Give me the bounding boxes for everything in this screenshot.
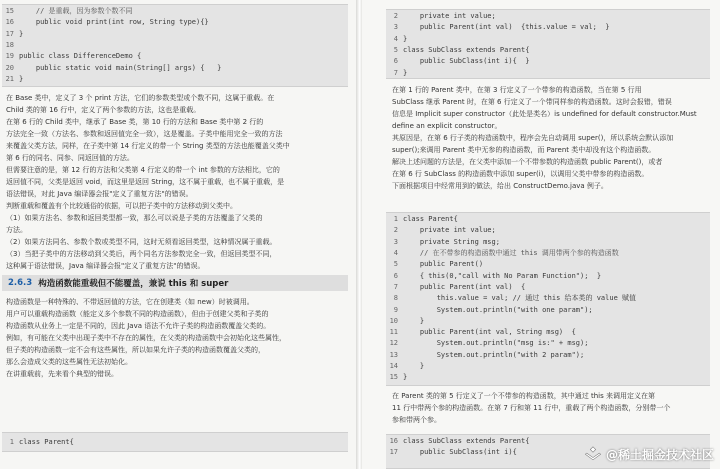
code-line: [2, 62, 348, 73]
code-text: public void print(int row, String type){}: [19, 18, 209, 27]
text-line: 返回值不同，父类是返回 void，而这里是返回 String，这不属于重载，也不属于重载，是: [6, 178, 285, 186]
code-line: [386, 304, 710, 315]
code-block-left-top: [2, 4, 348, 87]
line-number: 9: [393, 305, 398, 314]
text-line: 第 6 行的同名、同参、同返回值的方法。: [6, 154, 134, 162]
line-number: 2: [393, 226, 398, 235]
line-number: 3: [393, 23, 398, 32]
code-text: class SubClass extends Parent{: [403, 46, 530, 55]
code-line: [2, 6, 348, 17]
text-line: 用户可以重载构造函数（能定义多个参数不同的构造函数），但由于创建父类和子类的: [6, 310, 269, 318]
code-line: [386, 270, 710, 281]
line-number: 16: [5, 18, 14, 27]
code-text: private String msg;: [403, 237, 500, 246]
text-line: 在第 1 行的 Parent 类中，在第 3 行定义了一个带参的构造函数，当在第 5 行用: [392, 86, 642, 94]
left-page: [0, 0, 356, 469]
code-line: [386, 248, 710, 259]
text-line: 11 行中带两个参的构造函数。在第 7 行和第 11 行中，重载了两个构造函数，分别带一个: [392, 404, 671, 412]
line-number: 4: [393, 249, 398, 258]
text-line: 在 Parent 类的第 5 行定义了一个不带参的构造函数，其中通过 this 来调用定义在第: [392, 392, 655, 400]
line-number: 21: [5, 74, 14, 83]
text-line: （3）当把子类中的方法移动到父类后，两个同名方法参数完全一致，但返回类型不同，: [6, 250, 277, 258]
code-line: [2, 51, 348, 62]
line-number: 19: [5, 52, 14, 61]
watermark-text: @稀土掘金技术社区: [605, 447, 714, 462]
code-line: [386, 225, 710, 236]
line-number: 12: [389, 339, 398, 348]
code-line: [386, 293, 710, 304]
line-number: 17: [5, 29, 14, 38]
code-text: System.out.println("with one param");: [403, 305, 593, 314]
line-number: 18: [5, 41, 14, 50]
text-line: 在第 6 行 SubClass 的构造函数中添加 super(i)，以调用父类中带参的构造函数。: [392, 170, 649, 178]
code-line: [2, 74, 348, 85]
code-text: class SubClass extends Parent{: [403, 437, 530, 446]
code-line: [386, 237, 710, 248]
code-text: System.out.println("msg is:" + msg);: [403, 339, 589, 348]
code-line: [386, 316, 710, 327]
line-number: 15: [389, 373, 398, 382]
paragraph-left-2: [6, 296, 350, 380]
text-line: 例如，有可能在父类中出现子类中不存在的属性，在父类的构造函数中会初始化这些属性，: [6, 334, 286, 342]
line-number: 14: [389, 362, 398, 370]
code-line: [386, 282, 710, 293]
text-line: 在第 6 行的 Child 类中，继承了 Base 类，第 10 行的方法和 Base 类中第 2 行的: [6, 118, 264, 126]
code-text: public class DifferenceDemo {: [19, 52, 142, 61]
code-text: public Parent(int val) {: [403, 282, 526, 291]
text-line: 但需要注意的是，第 12 行的方法和父类第 4 行定义的带一个 int 参数的方法相比，它的: [6, 166, 280, 174]
line-number: 5: [393, 260, 398, 269]
code-text: public SubClass(int i){: [403, 448, 517, 457]
juejin-logo-icon: [584, 445, 602, 463]
code-text: public SubClass(int i){ }: [403, 57, 530, 66]
code-line: [2, 40, 348, 51]
line-number: 4: [393, 34, 398, 43]
code-text: System.out.println("with 2 param");: [403, 350, 585, 359]
line-number: 20: [5, 63, 14, 72]
code-text: public Parent(int val) {this.value = val; }: [403, 23, 610, 32]
text-line: Child 类的第 16 行中，定义了两个参数的方法，这也是重载。: [6, 106, 201, 114]
text-line: 那么会造成父类的这些属性无法初始化。: [6, 358, 132, 366]
text-line: 但子类的构造函数一定不会有这些属性，所以如果允许子类的构造函数覆盖父类的，: [6, 346, 265, 354]
code-block-left-bottom: [2, 432, 348, 452]
text-line: 构造函数是一种特殊的、不带返回值的方法，它在创建类（如 new）时被调用。: [6, 298, 254, 306]
text-line: 判断重载和覆盖有个比较通俗的依据，可以把子类中的方法移动到父类中。: [6, 202, 237, 210]
text-line: 其原因是，在第 6 行子类的构造函数中，程序会先自动调用 super()，所以系统会默认添加: [392, 134, 674, 142]
line-number: 1: [393, 215, 398, 224]
code-text: class Parent{: [19, 438, 74, 447]
line-number: 6: [393, 57, 398, 66]
code-text: }: [19, 29, 24, 38]
paragraph-left-1: [6, 92, 350, 272]
code-text: { this(0,"call with No Param Function"); }: [403, 271, 602, 280]
text-line: 在 Base 类中，定义了 3 个 print 方法，它们的参数类型或个数不同，这属于重载。在: [6, 94, 275, 102]
section-heading: [2, 275, 348, 291]
code-line: [386, 372, 710, 383]
text-line: 解决上述问题的方法是，在父类中添加一个不带参数的构造函数 public Parent()，或者: [392, 158, 663, 166]
line-number: 15: [5, 7, 14, 16]
text-line: 信息是 Implicit super constructor（此处是类名）is undefined for default constructor.Must: [392, 110, 697, 118]
code-line: [386, 22, 710, 33]
code-line: [386, 338, 710, 349]
code-text: }: [403, 316, 425, 325]
code-line: [386, 67, 710, 78]
line-number: 3: [393, 237, 398, 246]
code-text: class Parent{: [403, 215, 458, 224]
right-page: [362, 0, 720, 469]
watermark: [584, 445, 714, 463]
text-line: 构造函数从业务上一定是不同的，因此 Java 语法不允许子类的构造函数覆盖父类的。: [6, 322, 271, 330]
line-number: 13: [389, 350, 398, 359]
text-line: 参和带两个参。: [392, 416, 441, 424]
code-text: public Parent(int val, String msg) {: [403, 328, 576, 337]
code-text: }: [403, 68, 408, 77]
line-number: 8: [393, 294, 398, 303]
paragraph-right-2: [392, 390, 716, 426]
line-number: 5: [393, 46, 398, 55]
text-line: 这种属于语法错误，Java 编译器会报"定义了重复方法"的错误。: [6, 262, 205, 270]
line-number: 11: [389, 328, 398, 337]
text-line: 方法完全一致（方法名、参数和返回值完全一致），这是覆盖。子类中能用完全一致的方法: [6, 130, 283, 138]
code-line: [2, 29, 348, 40]
text-line: 在讲重载前，先来看个典型的错误。: [6, 370, 118, 378]
line-number: 16: [389, 437, 398, 446]
code-text: }: [403, 362, 425, 370]
code-line: [386, 214, 710, 225]
code-text: // 是重载，因为参数个数不同: [19, 7, 133, 16]
code-line: [386, 11, 710, 22]
code-text: }: [403, 34, 408, 43]
code-line: [2, 17, 348, 28]
code-text: public Parent(): [403, 260, 484, 269]
code-line: [386, 34, 710, 45]
code-block-right-top: [386, 9, 710, 79]
code-text: public static void main(String[] args) { }: [19, 63, 222, 72]
text-line: SubClass 继承 Parent 时，在第 6 行定义了一个带同样参的构造函数。这时会报错，错误: [392, 98, 672, 106]
text-line: （1）如果方法名、参数和返回类型都一致，那么可以说是子类的方法覆盖了父类的: [6, 214, 263, 222]
section-title: 构造函数能重载但不能覆盖，兼说 this 和 super: [38, 279, 229, 289]
code-line: [2, 437, 348, 448]
line-number: 6: [393, 271, 398, 280]
text-line: 下面根据项目中经常用到的做法，给出 ConstructDemo.java 例子。: [392, 182, 608, 190]
line-number: 17: [389, 448, 398, 457]
text-line: 来覆盖父类方法，同样，在子类中第 14 行定义的带一个 String 类型的方法也能覆盖父类中: [6, 142, 290, 150]
code-text: }: [403, 373, 408, 382]
text-line: （2）如果方法同名、参数个数或类型不同，这时无须看返回类型，这种情况属于重载。: [6, 238, 277, 246]
text-line: define an explicit constructor。: [392, 122, 502, 130]
code-block-right-mid: [386, 212, 710, 386]
code-line: [386, 56, 710, 67]
line-number: 2: [393, 12, 398, 21]
text-line: super();来调用 Parent 类中无参的构造函数，而 Parent 类中却没有这个构造函数。: [392, 146, 656, 154]
code-line: [386, 327, 710, 338]
code-text: }: [19, 74, 24, 83]
code-text: this.value = val; // 通过 this 给本类的 value 赋值: [403, 294, 637, 303]
code-line: [386, 45, 710, 56]
code-line: [386, 259, 710, 270]
code-line: [386, 350, 710, 361]
code-text: private int value;: [403, 12, 496, 21]
text-line: 语法错误，对此 Java 编译器会报"定义了重复方法"的错误。: [6, 190, 193, 198]
section-number: 2.6.3: [8, 278, 33, 288]
line-number: 10: [389, 316, 398, 325]
code-line: [386, 361, 710, 372]
line-number: 7: [393, 282, 398, 291]
code-text: private int value;: [403, 226, 496, 235]
code-text: // 在不带参的构造函数中通过 this 调用带两个参的构造函数: [403, 249, 619, 258]
text-line: 方法。: [6, 226, 27, 234]
paragraph-right-1: [392, 84, 716, 192]
line-number: 7: [393, 68, 398, 77]
line-number: 1: [9, 438, 14, 447]
